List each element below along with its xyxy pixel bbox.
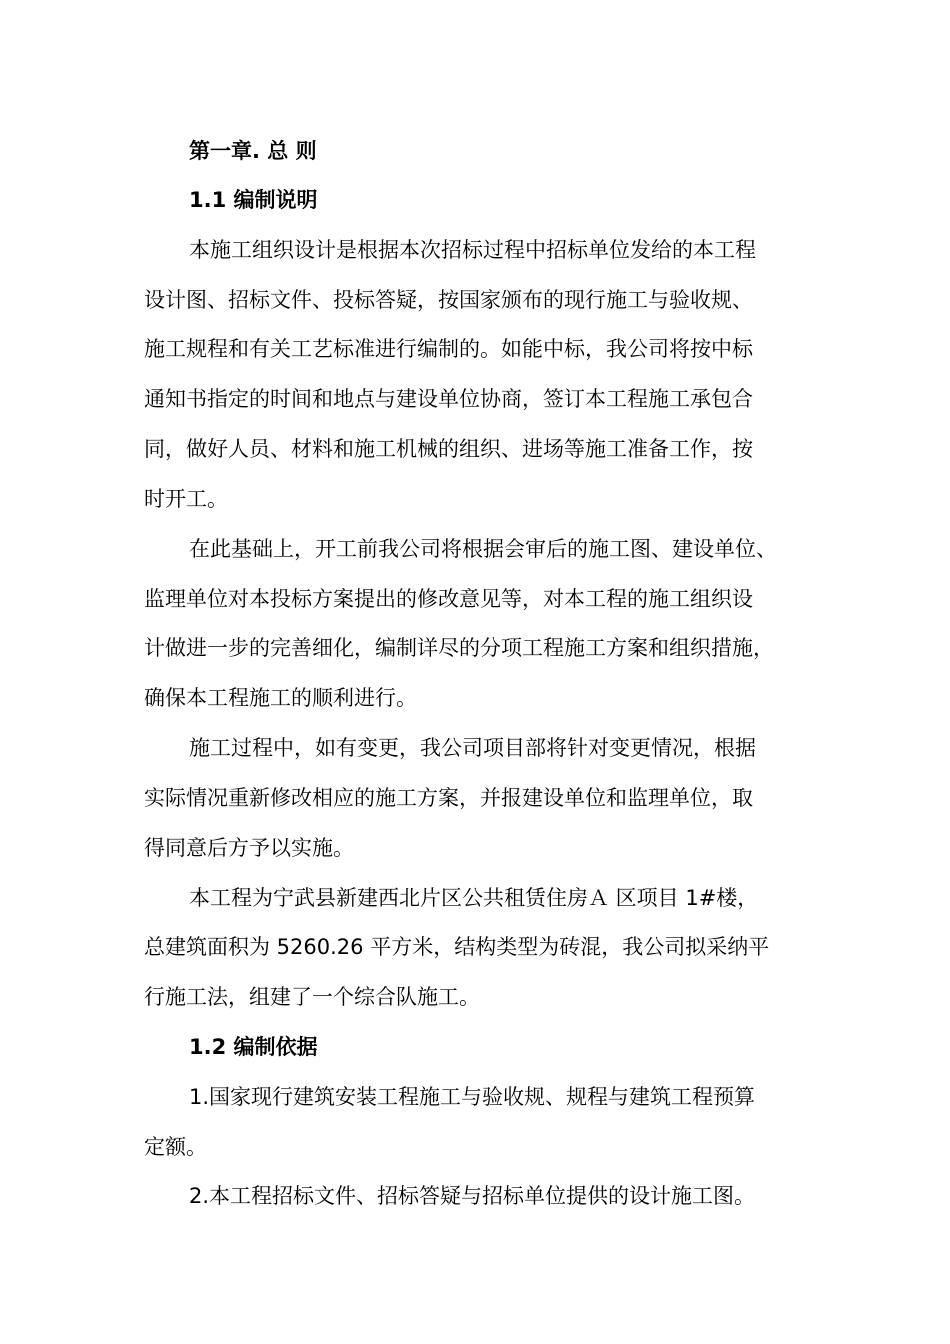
paragraph-line: 在此基础上，开工前我公司将根据会审后的施工图、建设单位、 [189,537,777,561]
paragraph-line: 定额。 [144,1135,207,1159]
paragraph-line: 确保本工程施工的顺利进行。 [144,686,417,710]
section-heading-1-1: 1.1 编制说明 [189,188,318,212]
paragraph-line: 时开工。 [144,487,228,511]
paragraph-line: 行施工法，组建了一个综合队施工。 [144,985,480,1009]
paragraph-line: 施工过程中，如有变更，我公司项目部将针对变更情况，根据 [189,736,756,760]
paragraph-line: 监理单位对本投标方案提出的修改意见等，对本工程的施工组织设 [144,587,753,611]
paragraph-line: 1.国家现行建筑安装工程施工与验收规、规程与建筑工程预算 [189,1085,756,1109]
paragraph-line: 总建筑面积为 5260.26 平方米，结构类型为砖混，我公司拟采纳平 [144,935,770,959]
paragraph-line: 2.本工程招标文件、招标答疑与招标单位提供的设计施工图。 [189,1184,756,1208]
paragraph-line: 计做进一步的完善细化，编制详尽的分项工程施工方案和组织措施， [144,636,774,660]
paragraph-line: 本工程为宁武县新建西北片区公共租赁住房Ａ 区项目 1#楼， [189,886,759,910]
paragraph-line: 得同意后方予以实施。 [144,836,354,860]
paragraph-line: 设计图、招标文件、投标答疑，按国家颁布的现行施工与验收规、 [144,288,753,312]
section-heading-1-2: 1.2 编制依据 [189,1035,318,1059]
paragraph-line: 通知书指定的时间和地点与建设单位协商，签订本工程施工承包合 [144,387,753,411]
paragraph-line: 本施工组织设计是根据本次招标过程中招标单位发给的本工程 [189,238,756,262]
paragraph-line: 实际情况重新修改相应的施工方案，并报建设单位和监理单位，取 [144,786,753,810]
paragraph-line: 同，做好人员、材料和施工机械的组织、进场等施工准备工作，按 [144,437,753,461]
paragraph-line: 施工规程和有关工艺标准进行编制的。如能中标，我公司将按中标 [144,337,753,361]
chapter-title: 第一章. 总 则 [189,139,317,163]
